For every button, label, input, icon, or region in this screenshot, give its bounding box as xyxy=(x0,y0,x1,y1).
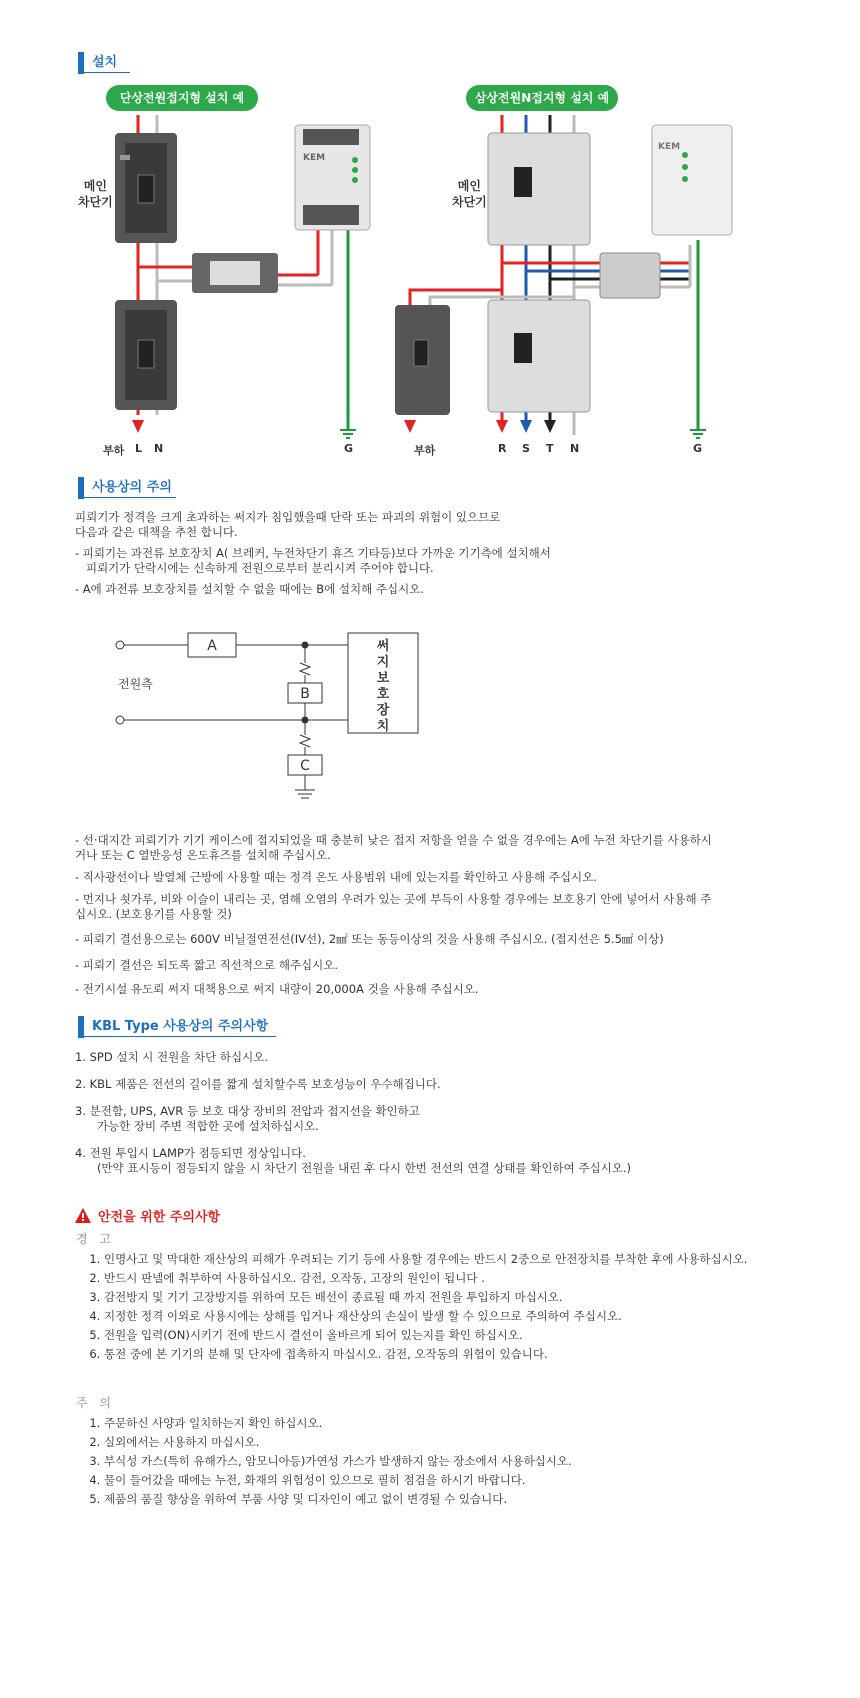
caution-bullet-2: - A에 과전류 보호장치를 설치할 수 없을 때에는 B에 설치해 주십시오. xyxy=(75,582,424,596)
label-N3: N xyxy=(570,442,580,455)
note-3: - 먼지나 쇳가루, 비와 이슬이 내리는 곳, 염해 오염의 우려가 있는 곳에 부득이 사용할 경우에는 보호용기 안에 넣어서 사용해 주 십시오. (보호용기를 사용할 것) xyxy=(75,892,712,921)
list-item: 2. 반드시 판넬에 취부하여 사용하십시오. 감전, 오작동, 고장의 원인이 됩니다 . xyxy=(104,1269,770,1288)
final-notice: 5. 제품의 품질 향상을 위하여 부품 사양 및 디자인이 예고 없이 변경될 수 있습니다. xyxy=(104,1490,770,1509)
caution-list xyxy=(80,1414,770,1509)
kbl-item-3: 3. 분전함, UPS, AVR 등 보호 대상 장비의 전압과 접지선을 확인하고 가능한 장비 주변 적합한 곳에 설치하십시오. xyxy=(75,1104,420,1133)
device-char: 써 xyxy=(376,639,390,654)
three-breaker-top xyxy=(488,133,590,245)
safety-title: 안전을 위한 주의사항 xyxy=(98,1209,221,1225)
list-item: 5. 전원을 입력(ON)시키기 전에 반드시 결선이 올바르게 되어 있는지를 확인 하십시오. xyxy=(104,1326,770,1345)
list-item: 1. 주문하신 사양과 일치하는지 확인 하십시오. xyxy=(104,1414,770,1433)
brand-text-three: KEM xyxy=(658,142,681,152)
section-underline xyxy=(78,1036,276,1037)
three-breaker-label: 메인 차단기 xyxy=(452,179,487,209)
caution-bullet-1: - 피뢰기는 과전류 보호장치 A( 브레커, 누전차단기 휴즈 기타등)보다 가까운 기기측에 설치해서 피뢰기가 단락시에는 신속하게 전원으로부터 분리시켜 주어야 합니다. xyxy=(75,546,551,575)
section-underline xyxy=(78,497,176,498)
three-breaker-bottom xyxy=(488,300,590,412)
label-N: N xyxy=(154,442,164,455)
section-title-caution: 사용상의 주의 xyxy=(78,477,172,499)
device-char: 치 xyxy=(376,719,390,734)
note-6: - 전기시설 유도뢰 써지 대책용으로 써지 내량이 20,000A 것을 사용해 주십시오. xyxy=(75,982,479,996)
list-item: 4. 지정한 정격 이외로 사용시에는 상해를 입거나 재산상의 손실이 발생 할 수 있으므로 주의하여 주십시오. xyxy=(104,1307,770,1326)
label-S: S xyxy=(522,442,530,455)
kbl-item-4: 4. 전원 투입시 LAMP가 점등되면 정상입니다. (만약 표시등이 점등되지 않을 시 차단기 전원을 내린 후 다시 한번 전선의 연결 상태를 확인하여 주십시오.) xyxy=(75,1146,631,1175)
single-phase-pill: 단상전원접지형 설치 예 xyxy=(106,85,258,111)
device-char: 지 xyxy=(376,655,390,670)
device-char: 보 xyxy=(376,671,390,686)
section-underline xyxy=(78,72,130,73)
warning-list xyxy=(80,1250,770,1364)
caution-head: 주 의 xyxy=(76,1396,115,1410)
label-G3: G xyxy=(693,442,703,455)
caution-intro: 피뢰기가 정격을 크게 초과하는 써지가 침입했을때 단락 또는 파괴의 위험이 있으므로 다음과 같은 대책을 추천 합니다. xyxy=(75,510,501,539)
note-2: - 직사광선이나 발열체 근방에 사용할 때는 정격 온도 사용범위 내에 있는지를 확인하고 사용해 주십시오. xyxy=(75,870,597,884)
list-item: 2. 실외에서는 사용하지 마십시오. xyxy=(104,1433,770,1452)
single-breaker-label: 메인 차단기 xyxy=(78,179,113,209)
label-load: 부하 xyxy=(103,444,125,457)
box-a: A xyxy=(207,638,217,654)
single-phase-diagram xyxy=(60,115,410,445)
section-title-install: 설치 xyxy=(78,52,117,74)
list-item: 6. 통전 중에 본 기기의 분해 및 단자에 접촉하지 마십시오. 감전, 오작동의 위험이 있습니다. xyxy=(104,1345,770,1364)
kbl-item-1: 1. SPD 설치 시 전원을 차단 하십시오. xyxy=(75,1050,268,1064)
three-phase-pill: 삼상전원N접지형 설치 예 xyxy=(466,85,618,111)
brand-text: KEM xyxy=(303,153,326,163)
source-label: 전원측 xyxy=(118,677,153,691)
note-4: - 피뢰기 결선용으로는 600V 비닐절연전선(IV선), 2㎟ 또는 동등이상의 것을 사용해 주십시오. (접지선은 5.5㎟ 이상) xyxy=(75,932,664,946)
label-L: L xyxy=(135,442,143,455)
device-char: 장 xyxy=(376,703,390,718)
warning-icon xyxy=(74,1207,92,1224)
device-char: 호 xyxy=(376,687,390,702)
box-b: B xyxy=(300,686,310,702)
note-5: - 피뢰기 결선은 되도록 짧고 직선적으로 해주십시오. xyxy=(75,958,339,972)
label-G: G xyxy=(344,442,354,455)
warning-head: 경 고 xyxy=(76,1232,115,1246)
list-item: 4. 물이 들어갔을 때에는 누전, 화재의 위험성이 있으므로 필히 점검을 하시기 바랍니다. xyxy=(104,1471,770,1490)
three-phase-diagram xyxy=(390,115,770,445)
list-item: 3. 부식성 가스(특히 유해가스, 암모니아등)가연성 가스가 발생하지 않는 장소에서 사용하십시오. xyxy=(104,1452,770,1471)
label-load-3: 부하 xyxy=(414,444,436,457)
label-R: R xyxy=(498,442,507,455)
label-T: T xyxy=(546,442,554,455)
safety-header xyxy=(74,1205,220,1225)
box-c: C xyxy=(300,758,310,774)
list-item: 1. 인명사고 및 막대한 재산상의 피해가 우려되는 기기 등에 사용할 경우에는 반드시 2중으로 안전장치를 부착한 후에 사용하십시오. xyxy=(104,1250,770,1269)
note-1: - 선·대지간 피뢰기가 기기 케이스에 접지되었을 때 충분히 낮은 접지 저항을 얻을 수 없을 경우에는 A에 누전 차단기를 사용하시 거나 또는 C 열반응성 온도휴즈를 설치해 주십시오. xyxy=(75,833,712,862)
circuit-diagram xyxy=(110,625,440,815)
kbl-item-2: 2. KBL 제품은 전선의 길이를 짧게 설치할수록 보호성능이 우수해집니다. xyxy=(75,1077,441,1091)
list-item: 3. 감전방지 및 기기 고장방지를 위하여 모든 배선이 종료될 때 까지 전원을 투입하지 마십시오. xyxy=(104,1288,770,1307)
three-sub-breaker xyxy=(600,253,660,298)
section-title-kbl: KBL Type 사용상의 주의사항 xyxy=(78,1016,268,1038)
